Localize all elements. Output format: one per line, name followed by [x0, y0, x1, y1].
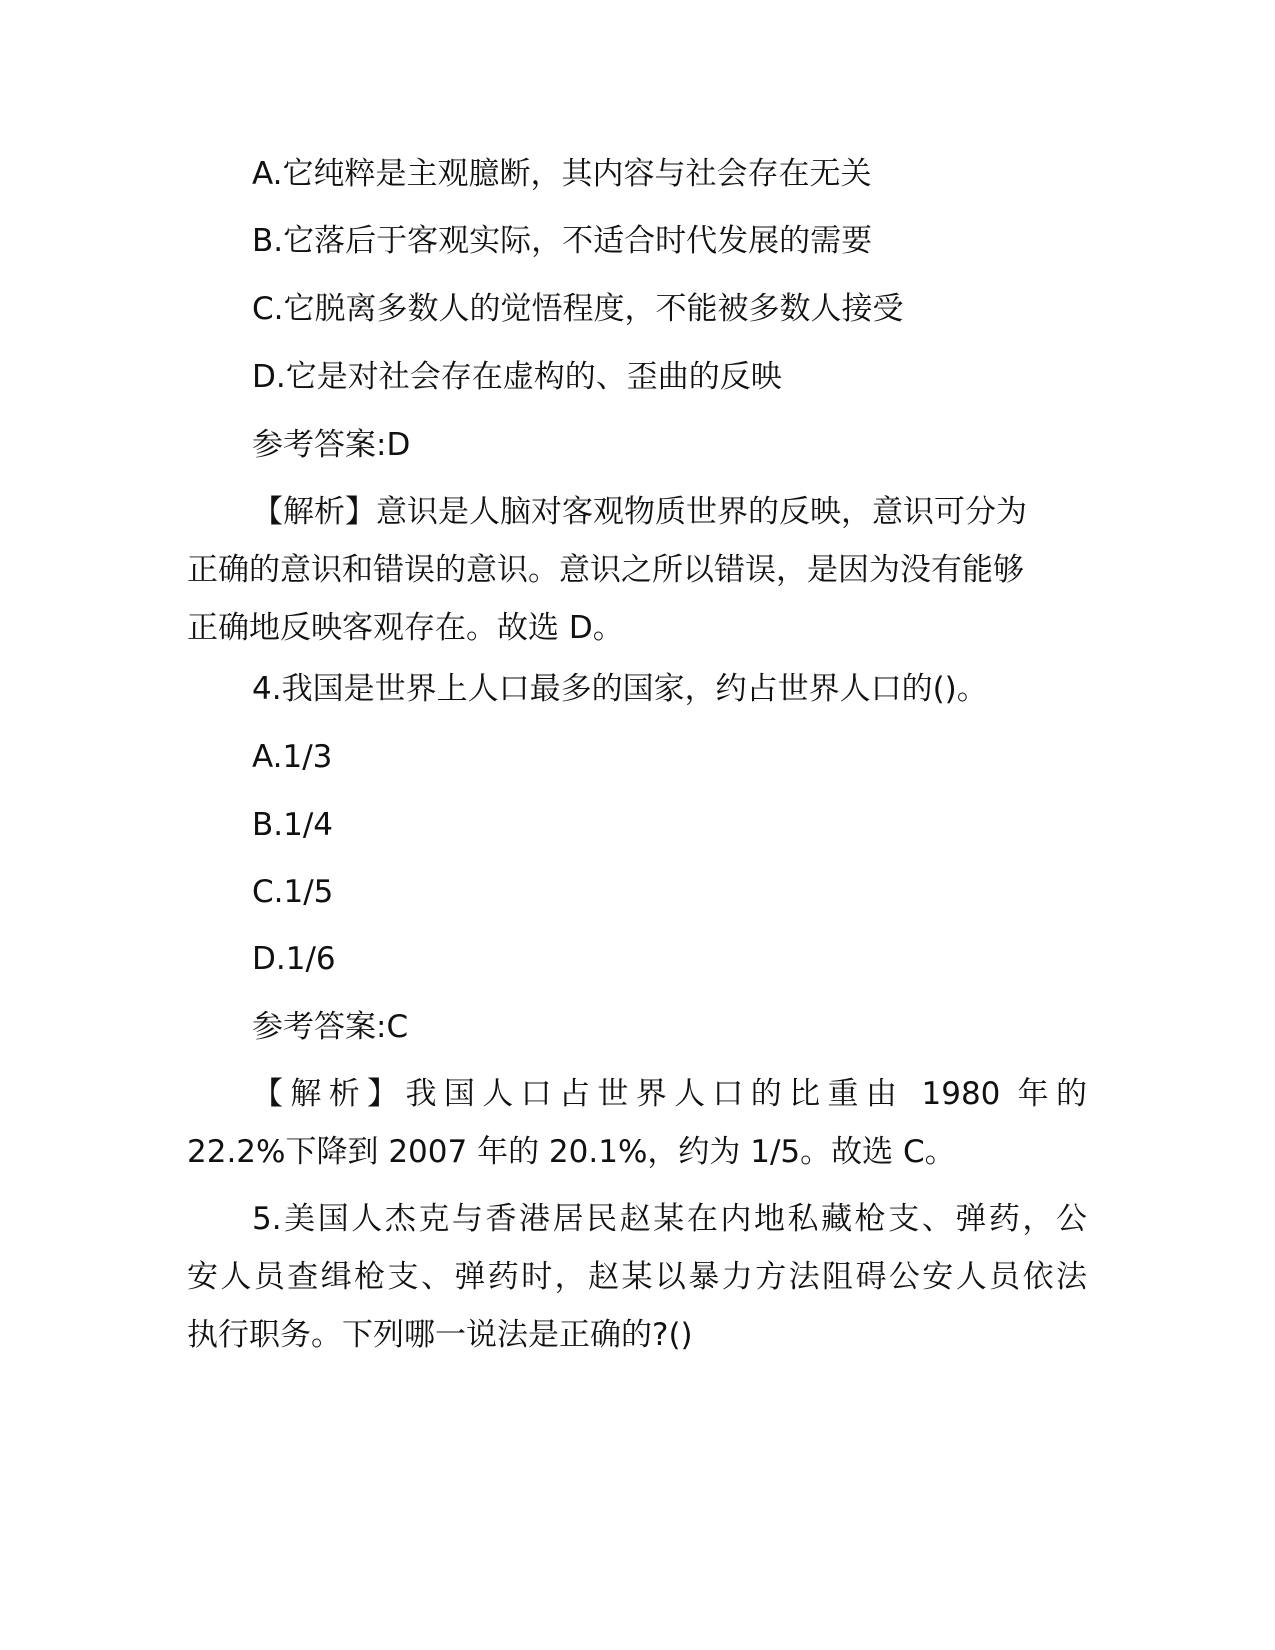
- q4-analysis-line-2: 22.2%下降到 2007 年的 20.1%，约为 1/5。故选 C。: [187, 1134, 956, 1170]
- q4-question: 4.我国是世界上人口最多的国家，约占世界人口的()。: [252, 671, 988, 707]
- q3-option-b: B.它落后于客观实际，不适合时代发展的需要: [252, 223, 873, 259]
- q4-option-b: B.1/4: [252, 807, 334, 843]
- q3-option-c: C.它脱离多数人的觉悟程度，不能被多数人接受: [252, 291, 904, 327]
- q3-analysis-line-2: 正确的意识和错误的意识。意识之所以错误，是因为没有能够: [187, 552, 1024, 588]
- q4-analysis: [187, 1065, 1087, 1181]
- q5-question-line-2: 安人员查缉枪支、弹药时，赵某以暴力方法阻碍公安人员依法: [187, 1259, 1087, 1295]
- q5-question: [187, 1190, 1087, 1364]
- q3-answer: 参考答案:D: [252, 427, 411, 463]
- q3-analysis: [187, 483, 1087, 657]
- q3-analysis-line-3: 正确地反映客观存在。故选 D。: [187, 610, 624, 646]
- q4-answer: 参考答案:C: [252, 1009, 409, 1045]
- q4-option-a: A.1/3: [252, 739, 333, 775]
- q3-option-d: D.它是对社会存在虚构的、歪曲的反映: [252, 359, 782, 395]
- q4-option-d: D.1/6: [252, 941, 336, 977]
- q3-option-a: A.它纯粹是主观臆断，其内容与社会存在无关: [252, 156, 872, 192]
- q4-option-c: C.1/5: [252, 874, 334, 910]
- q5-question-line-3: 执行职务。下列哪一说法是正确的?(): [187, 1317, 693, 1353]
- q5-question-line-1: 5.美国人杰克与香港居民赵某在内地私藏枪支、弹药，公: [252, 1201, 1087, 1237]
- q4-analysis-line-1: 【解析】我国人口占世界人口的比重由 1980 年的: [252, 1076, 1087, 1112]
- q3-analysis-line-1: 【解析】意识是人脑对客观物质世界的反映，意识可分为: [252, 494, 1027, 530]
